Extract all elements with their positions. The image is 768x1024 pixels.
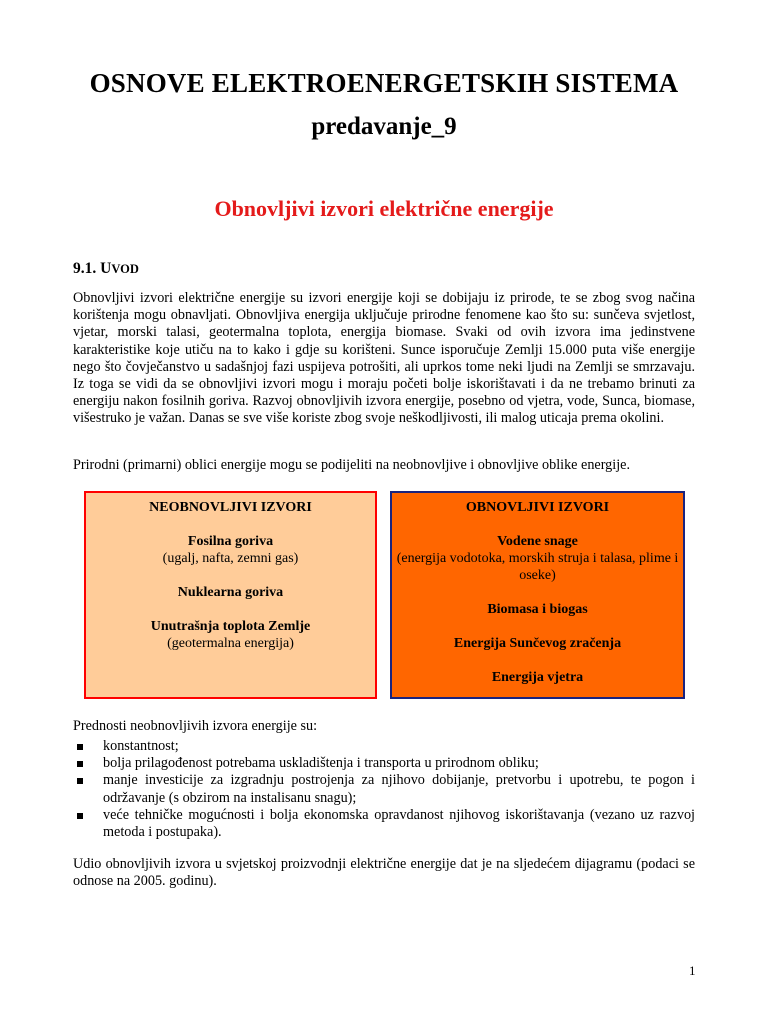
fossil-fuels-note: (ugalj, nafta, zemni gas): [162, 551, 299, 566]
page-number: 1: [689, 963, 696, 978]
section-title-rest: VOD: [111, 262, 139, 276]
bullet-icon: [77, 778, 83, 784]
bullet-icon: [77, 744, 83, 750]
section-heading: [73, 260, 139, 278]
earth-heat-item: Unutrašnja toplota Zemlje: [150, 619, 311, 634]
document-title: OSNOVE ELEKTROENERGETSKIH SISTEMA: [89, 68, 679, 98]
list-item: bolja prilagođenost potrebama uskladištenja i transporta u prirodnom obliku;: [73, 755, 695, 772]
non-renewable-heading: NEOBNOVLJIVI IZVORI: [149, 500, 312, 515]
biomass-item: Biomasa i biogas: [487, 602, 588, 617]
section-title: [100, 260, 139, 277]
advantages-list: [73, 738, 695, 841]
solar-energy-item: Energija Sunčevog zračenja: [453, 636, 622, 651]
section-title-initial: U: [100, 260, 112, 277]
renewable-heading: OBNOVLJIVI IZVORI: [465, 500, 610, 515]
section-number: 9.1.: [73, 260, 97, 277]
lecture-subtitle: predavanje_9: [311, 113, 457, 140]
list-item: veće tehničke mogućnosti i bolja ekonomska opravdanost njihovog iskorištavanja (vezano uz razvoj metoda i postupaka).: [73, 807, 695, 841]
intro-paragraph: Obnovljivi izvori električne energije su izvori energije koji se dobijaju iz prirode, te se zbog svog načina korištenja mogu obnavljati. Obnovljiva energija uključuje prirodne fenomene kao što su: sunčeva svjetlost, vjetar, morski talasi, geotermalna toplota, energija biomase. Svaki od ovih izvora ima jedinstvene karakteristike koje utiču na to kako i gdje su korišteni. Sunce isporučuje Zemlji 15.000 puta više energije nego što čovječanstvo u sadašnjoj fazi uspijeva potrošiti, ali uprkos tome neki ljudi na Zemlji se smrzavaju. Iz toga se vidi da se obnovljivi izvori mogu i moraju početi bolje iskorištavati i da ne trebamo brinuti za energiju nakon fosilnih goriva. Razvoj obnovljivih izvora energije, posebno od vjetra, vode, Sunca, biomase, višestruko je važan. Danas se sve više koriste zbog svoje neškodljivosti, ili malog uticaja prema okolini.: [73, 290, 695, 427]
fossil-fuels-item: Fosilna goriva: [187, 534, 274, 549]
classification-paragraph: Prirodni (primarni) oblici energije mogu se podijeliti na neobnovljive i obnovljive oblike energije.: [73, 457, 631, 473]
non-renewable-sources-box: [84, 491, 377, 699]
water-power-note: (energija vodotoka, morskih struja i talasa, plime i oseke): [396, 551, 679, 583]
list-item: konstantnost;: [73, 738, 695, 755]
diagram-intro-paragraph: Udio obnovljivih izvora u svjetskoj proizvodnji električne energije dat je na sljedećem dijagramu (podaci se odnose na 2005. godinu).: [73, 856, 695, 890]
earth-heat-note: (geotermalna energija): [167, 636, 294, 651]
wind-energy-item: Energija vjetra: [491, 670, 584, 685]
water-power-item: Vodene snage: [497, 534, 578, 549]
nuclear-fuels-item: Nuklearna goriva: [177, 585, 284, 600]
list-item: manje investicije za izgradnju postrojenja za njihovo dobijanje, pretvorbu i upotrebu, te pogon i održavanje (s obzirom na instalisanu snagu);: [73, 772, 695, 806]
advantages-intro: Prednosti neobnovljivih izvora energije su:: [73, 718, 318, 734]
bullet-icon: [77, 761, 83, 767]
renewable-sources-box: [390, 491, 685, 699]
bullet-icon: [77, 813, 83, 819]
chapter-title: Obnovljivi izvori električne energije: [214, 196, 554, 221]
